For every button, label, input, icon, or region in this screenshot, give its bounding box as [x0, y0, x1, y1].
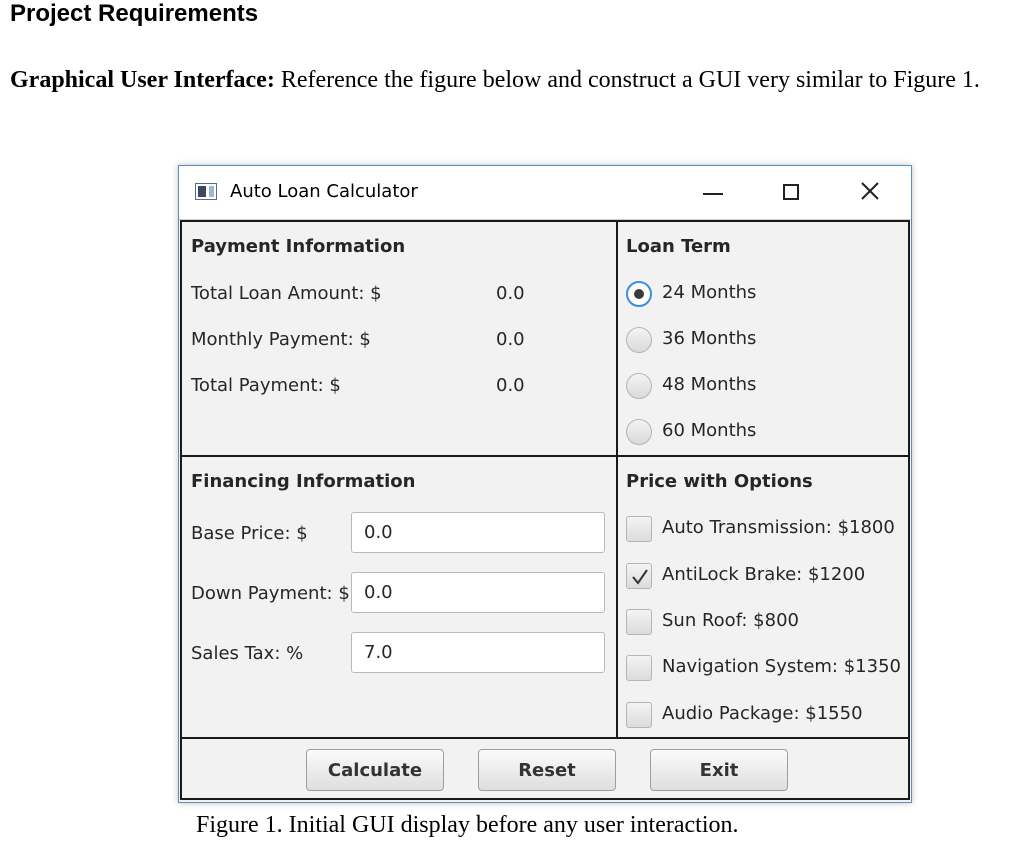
- checkmark-icon: [631, 568, 649, 586]
- minimize-icon[interactable]: [703, 193, 723, 195]
- requirement-label: Graphical User Interface:: [10, 67, 275, 93]
- requirement-text: Reference the figure below and construct a GUI very similar to Figure 1.: [274, 67, 980, 93]
- requirement-paragraph: [10, 64, 1010, 96]
- auto-loan-window: [178, 165, 912, 803]
- loan-term-title: Loan Term: [626, 236, 731, 257]
- payment-information-panel: [182, 222, 618, 457]
- title-bar[interactable]: [179, 166, 911, 220]
- base-price-input[interactable]: [351, 512, 605, 553]
- sales-tax-label: Sales Tax: %: [191, 643, 304, 664]
- checkbox[interactable]: [626, 655, 652, 681]
- down-payment-input[interactable]: [351, 572, 605, 613]
- radio-button[interactable]: [626, 419, 652, 445]
- financing-information-panel: [182, 457, 618, 739]
- checkbox[interactable]: [626, 609, 652, 635]
- total-payment-label: Total Payment: $: [191, 375, 341, 396]
- checkbox-label: Sun Roof: $800: [662, 610, 799, 631]
- checkbox-label: AntiLock Brake: $1200: [662, 564, 866, 585]
- radio-label: 24 Months: [662, 282, 757, 303]
- down-payment-label: Down Payment: $: [191, 583, 350, 604]
- loan-term-panel: [618, 222, 908, 457]
- window-content: [180, 220, 910, 800]
- document-heading: Project Requirements: [10, 0, 259, 27]
- maximize-icon[interactable]: [783, 184, 799, 200]
- checkbox-label: Navigation System: $1350: [662, 656, 901, 677]
- checkbox[interactable]: [626, 563, 652, 589]
- financing-information-title: Financing Information: [191, 471, 416, 492]
- monthly-payment-label: Monthly Payment: $: [191, 329, 371, 350]
- calculate-button[interactable]: Calculate: [306, 749, 444, 791]
- price-options-title: Price with Options: [626, 471, 813, 492]
- figure-caption: Figure 1. Initial GUI display before any user interaction.: [196, 812, 739, 838]
- exit-button[interactable]: Exit: [650, 749, 788, 791]
- window-title: Auto Loan Calculator: [230, 181, 418, 202]
- radio-button[interactable]: [626, 281, 652, 307]
- reset-button[interactable]: Reset: [478, 749, 616, 791]
- checkbox[interactable]: [626, 702, 652, 728]
- total-payment-value: 0.0: [496, 375, 525, 396]
- radio-button[interactable]: [626, 327, 652, 353]
- monthly-payment-value: 0.0: [496, 329, 525, 350]
- checkbox-label: Auto Transmission: $1800: [662, 517, 895, 538]
- radio-label: 48 Months: [662, 374, 757, 395]
- checkbox[interactable]: [626, 516, 652, 542]
- app-icon: [195, 183, 217, 200]
- total-loan-amount-label: Total Loan Amount: $: [191, 283, 382, 304]
- radio-label: 60 Months: [662, 420, 757, 441]
- payment-information-title: Payment Information: [191, 236, 406, 257]
- radio-label: 36 Months: [662, 328, 757, 349]
- price-options-panel: [618, 457, 908, 739]
- checkbox-label: Audio Package: $1550: [662, 703, 863, 724]
- radio-button[interactable]: [626, 373, 652, 399]
- sales-tax-input[interactable]: [351, 632, 605, 673]
- total-loan-amount-value: 0.0: [496, 283, 525, 304]
- button-bar: [182, 739, 908, 798]
- base-price-label: Base Price: $: [191, 523, 308, 544]
- close-icon[interactable]: [859, 180, 881, 202]
